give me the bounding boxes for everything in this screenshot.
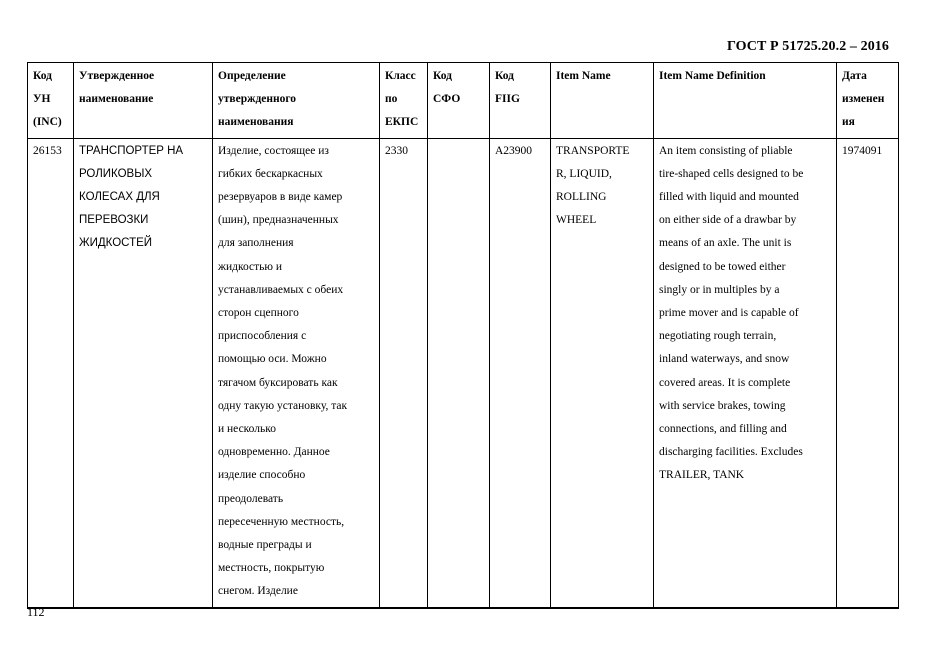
header-change-date: Дата изменен ия	[837, 63, 899, 139]
header-ekps-class: Класс по ЕКПС	[380, 63, 428, 139]
cell-fiig-code: A23900	[490, 138, 551, 608]
item-names-table	[27, 62, 899, 609]
header-definition: Определение утвержденного наименования	[213, 63, 380, 139]
header-inc-code: Код УН (INC)	[28, 63, 74, 139]
header-sfo-code: Код СФО	[428, 63, 490, 139]
header-approved-name: Утвержденное наименование	[74, 63, 213, 139]
cell-approved-name: ТРАНСПОРТЕР НА РОЛИКОВЫХ КОЛЕСАХ ДЛЯ ПЕРЕВОЗКИ ЖИДКОСТЕЙ	[74, 138, 213, 608]
header-item-name-definition: Item Name Definition	[654, 63, 837, 139]
cell-change-date: 1974091	[837, 138, 899, 608]
cell-ekps-class: 2330	[380, 138, 428, 608]
table-row	[28, 138, 899, 608]
cell-item-name: TRANSPORTE R, LIQUID, ROLLING WHEEL	[551, 138, 654, 608]
document-standard-code: ГОСТ Р 51725.20.2 – 2016	[726, 39, 889, 54]
cell-definition: Изделие, состоящее из гибких бескаркасных резервуаров в виде камер (шин), предназначенных для заполнения жидкостью и устанавливаемых с обеих сторон сцепного приспособления с помощью оси. Можно тягачом буксировать как одну такую установку, так и несколько одновременно. Данное изделие способно преодолевать пересеченную местность, водные преграды и местность, покрытую снегом. Изделие	[213, 138, 380, 608]
cell-item-name-definition: An item consisting of pliable tire-shaped cells designed to be filled with liquid and mounted on either side of a drawbar by means of an axle. The unit is designed to be towed either singly or in multiples by a prime mover and is capable of negotiating rough terrain, inland waterways, and snow covered areas. It is complete with service brakes, towing connections, and filling and discharging facilities. Excludes TRAILER, TANK	[654, 138, 837, 608]
header-fiig-code: Код FIIG	[490, 63, 551, 139]
header-item-name: Item Name	[551, 63, 654, 139]
page-number: 112	[27, 605, 45, 619]
cell-sfo-code	[428, 138, 490, 608]
table-header-row	[28, 63, 899, 139]
cell-inc-code: 26153	[28, 138, 74, 608]
